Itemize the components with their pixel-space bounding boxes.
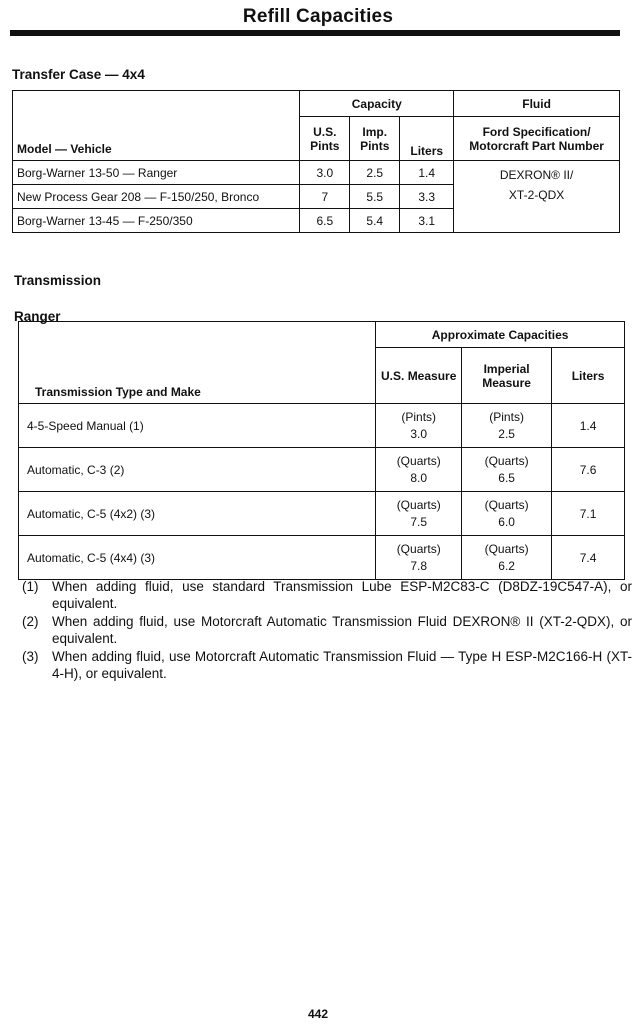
table-row bbox=[19, 536, 625, 580]
transfer-case-heading: Transfer Case — 4x4 bbox=[12, 67, 145, 82]
type-cell: Automatic, C-3 (2) bbox=[19, 448, 376, 492]
footnote bbox=[22, 613, 632, 647]
type-cell: Automatic, C-5 (4x2) (3) bbox=[19, 492, 376, 536]
approx-capacities-header: Approximate Capacities bbox=[376, 322, 625, 348]
us-pints-header: U.S. Pints bbox=[300, 117, 350, 161]
imperial-measure-cell bbox=[462, 404, 552, 448]
type-cell: Automatic, C-5 (4x4) (3) bbox=[19, 536, 376, 580]
liters-cell: 7.1 bbox=[552, 492, 625, 536]
us-measure-header: U.S. Measure bbox=[376, 348, 462, 404]
model-cell: Borg-Warner 13-50 — Ranger bbox=[13, 161, 300, 185]
unit-label: (Pints) bbox=[489, 409, 524, 424]
table-row bbox=[19, 404, 625, 448]
table-row bbox=[19, 492, 625, 536]
unit-label: (Quarts) bbox=[484, 453, 529, 468]
transmission-heading: Transmission bbox=[14, 273, 102, 288]
us-pints-cell: 6.5 bbox=[300, 209, 350, 233]
liters-header: Liters bbox=[552, 348, 625, 404]
page-title: Refill Capacities bbox=[242, 6, 394, 27]
fluid-header: Fluid bbox=[454, 91, 620, 117]
type-cell: 4-5-Speed Manual (1) bbox=[19, 404, 376, 448]
imperial-measure-cell bbox=[462, 536, 552, 580]
footnote-number: (2) bbox=[22, 614, 39, 629]
value-label: 7.8 bbox=[410, 558, 428, 573]
table-row bbox=[13, 161, 620, 185]
transfer-case-table bbox=[12, 90, 620, 233]
footnote-number: (3) bbox=[22, 649, 39, 664]
us-measure-cell bbox=[376, 404, 462, 448]
type-header: Transmission Type and Make bbox=[19, 322, 376, 404]
imp-pints-header: Imp. Pints bbox=[350, 117, 400, 161]
liters-cell: 7.6 bbox=[552, 448, 625, 492]
imp-pints-cell: 2.5 bbox=[350, 161, 400, 185]
page-number: 442 bbox=[307, 1007, 329, 1021]
liters-cell: 7.4 bbox=[552, 536, 625, 580]
us-pints-cell: 7 bbox=[300, 185, 350, 209]
imp-pints-cell: 5.4 bbox=[350, 209, 400, 233]
fluid-value-cell bbox=[454, 161, 620, 233]
liters-cell: 1.4 bbox=[552, 404, 625, 448]
transmission-table bbox=[18, 321, 625, 580]
us-measure-cell bbox=[376, 492, 462, 536]
value-label: 2.5 bbox=[498, 426, 515, 441]
imperial-measure-cell bbox=[462, 492, 552, 536]
title-rule bbox=[10, 30, 620, 36]
liters-header: Liters bbox=[400, 117, 454, 161]
unit-label: (Quarts) bbox=[396, 541, 441, 556]
imperial-measure-cell bbox=[462, 448, 552, 492]
model-cell: Borg-Warner 13-45 — F-250/350 bbox=[13, 209, 300, 233]
liters-cell: 3.1 bbox=[400, 209, 454, 233]
footnote-number: (1) bbox=[22, 579, 39, 594]
value-label: 6.0 bbox=[498, 514, 515, 529]
liters-cell: 1.4 bbox=[400, 161, 454, 185]
value-label: 6.2 bbox=[498, 558, 515, 573]
table-row bbox=[19, 448, 625, 492]
liters-cell: 3.3 bbox=[400, 185, 454, 209]
value-label: 6.5 bbox=[498, 470, 515, 485]
us-measure-cell bbox=[376, 448, 462, 492]
unit-label: (Quarts) bbox=[484, 497, 529, 512]
us-pints-cell: 3.0 bbox=[300, 161, 350, 185]
value-label: 3.0 bbox=[410, 426, 428, 441]
footnotes bbox=[22, 578, 632, 683]
unit-label: (Quarts) bbox=[484, 541, 529, 556]
model-header: Model — Vehicle bbox=[13, 91, 300, 161]
unit-label: (Quarts) bbox=[396, 453, 441, 468]
footnote-text: When adding fluid, use Motorcraft Automatic Transmission Fluid — Type H ESP-M2C166-H (XT-4-H), or equivalent. bbox=[52, 649, 632, 681]
footnote-text: When adding fluid, use standard Transmission Lube ESP-M2C83-C (D8DZ-19C547-A), or equivalent. bbox=[52, 579, 632, 611]
imperial-measure-header: Imperial Measure bbox=[462, 348, 552, 404]
capacity-header: Capacity bbox=[300, 91, 454, 117]
fluid-value-line-1: DEXRON® II/ bbox=[499, 168, 574, 182]
fluid-value-line-2: XT-2-QDX bbox=[508, 188, 565, 202]
model-cell: New Process Gear 208 — F-150/250, Bronco bbox=[13, 185, 300, 209]
value-label: 8.0 bbox=[410, 470, 428, 485]
us-measure-cell bbox=[376, 536, 462, 580]
footnote bbox=[22, 578, 632, 612]
footnote-text: When adding fluid, use Motorcraft Automatic Transmission Fluid DEXRON® II (XT-2-QDX), or equivalent. bbox=[52, 614, 632, 646]
ranger-subheading: Ranger bbox=[14, 309, 61, 324]
unit-label: (Pints) bbox=[401, 409, 437, 424]
unit-label: (Quarts) bbox=[396, 497, 441, 512]
value-label: 7.5 bbox=[410, 514, 428, 529]
imp-pints-cell: 5.5 bbox=[350, 185, 400, 209]
footnote bbox=[22, 648, 632, 682]
fluid-spec-header: Ford Specification/ Motorcraft Part Number bbox=[454, 117, 620, 161]
